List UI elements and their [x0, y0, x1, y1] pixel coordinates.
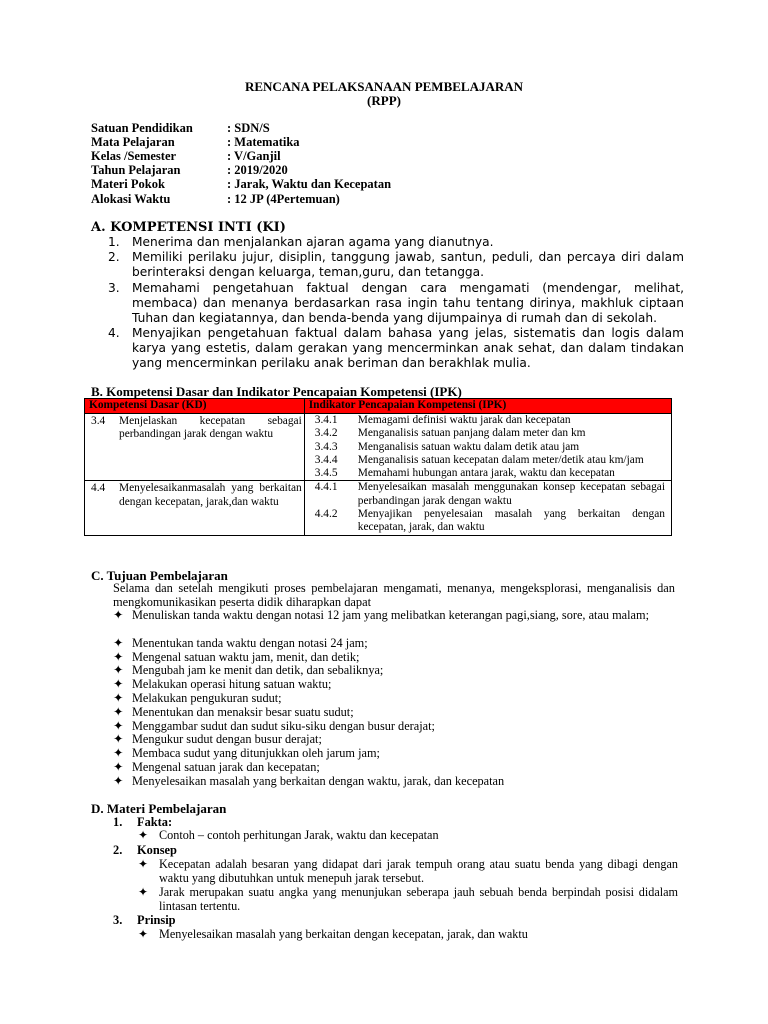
ipk-number: 4.4.1: [314, 481, 338, 494]
four-pointed-star-icon: ✦: [113, 636, 124, 650]
ipk-number: 3.4.3: [314, 440, 338, 453]
materi-label: Konsep: [137, 843, 177, 857]
identity-label: Materi Pokok: [91, 177, 165, 191]
materi-label: Prinsip: [137, 913, 176, 927]
section-heading-tujuan: C. Tujuan Pembelajaran: [91, 568, 228, 583]
table-header-kd: Kompetensi Dasar (KD): [85, 399, 305, 414]
list-item-text: Menggambar sudut dan sudut siku-siku dengan busur derajat;: [132, 719, 435, 733]
four-pointed-star-icon: ✦: [113, 608, 124, 622]
ki-text: Menerima dan menjalankan ajaran agama yang dianutnya.: [132, 235, 494, 249]
identity-value: : 12 JP (4Pertemuan): [227, 192, 340, 206]
four-pointed-star-icon: ✦: [138, 885, 149, 899]
materi-number: 2.: [113, 843, 123, 857]
ipk-text: Menyelesaikan masalah menggunakan konsep kecepatan sebagai perbandingan jarak dengan waktu: [357, 481, 665, 507]
four-pointed-star-icon: ✦: [113, 719, 124, 733]
list-item-text: Menuliskan tanda waktu dengan notasi 12 jam yang melibatkan keterangan pagi,siang, sore, atau malam;: [132, 608, 649, 622]
list-item-text: Mengenal satuan jarak dan kecepatan;: [132, 760, 320, 774]
identity-label: Alokasi Waktu: [91, 192, 171, 206]
identity-value: : Matematika: [227, 135, 300, 149]
identity-label: Kelas /Semester: [91, 149, 177, 163]
four-pointed-star-icon: ✦: [113, 746, 124, 760]
ipk-item: [310, 481, 671, 508]
identity-value: : SDN/S: [227, 121, 270, 135]
document-subtitle: (RPP): [367, 93, 401, 108]
four-pointed-star-icon: ✦: [113, 663, 124, 677]
ki-text: Memiliki perilaku jujur, disiplin, tanggung jawab, santun, peduli, dan percaya diri dalam berinteraksi dengan keluarga, teman,guru, dan tetangga.: [132, 250, 684, 280]
document-title: RENCANA PELAKSANAAN PEMBELAJARAN: [244, 79, 524, 94]
ipk-item: [310, 467, 671, 480]
identity-value: : V/Ganjil: [227, 149, 281, 163]
list-item-text: Mengubah jam ke menit dan detik, dan sebaliknya;: [132, 663, 384, 677]
section-heading-materi: D. Materi Pembelajaran: [91, 801, 227, 816]
ki-number: 1.: [108, 235, 120, 249]
ki-number: 2.: [108, 250, 120, 264]
kd-cell: [85, 481, 305, 535]
ipk-number: 4.4.2: [314, 508, 338, 521]
ipk-cell: [304, 481, 671, 535]
table-header-row: [85, 399, 672, 414]
section-heading-kd: B. Kompetensi Dasar dan Indikator Pencapaian Kompetensi (IPK): [91, 384, 462, 399]
ipk-item: [310, 427, 671, 440]
kd-ipk-table: [84, 398, 672, 536]
ipk-item: [310, 508, 671, 535]
list-item-text: Mengukur sudut dengan busur derajat;: [132, 732, 322, 746]
ipk-item: [310, 441, 671, 454]
four-pointed-star-icon: ✦: [113, 732, 124, 746]
four-pointed-star-icon: ✦: [113, 774, 124, 788]
ki-text: Memahami pengetahuan faktual dengan cara mengamati (mendengar, melihat, membaca) dan menanya berdasarkan rasa ingin tahu tentang dirinya, makhluk ciptaan Tuhan dan kegiatannya, dan benda-benda yang dijumpainya di rumah dan di sekolah.: [132, 281, 684, 326]
four-pointed-star-icon: ✦: [138, 927, 149, 941]
four-pointed-star-icon: ✦: [138, 857, 149, 871]
ki-number: 4.: [108, 326, 120, 340]
list-item-text: Mengenal satuan waktu jam, menit, dan detik;: [132, 650, 360, 664]
ipk-text: Memahami hubungan antara jarak, waktu dan kecepatan: [357, 467, 615, 480]
kd-cell: [85, 414, 305, 481]
list-item-text: Melakukan operasi hitung satuan waktu;: [132, 677, 332, 691]
four-pointed-star-icon: ✦: [113, 705, 124, 719]
ipk-item: [310, 454, 671, 467]
kd-text: Menyelesaikanmasalah yang berkaitan dengan kecepatan, jarak,dan waktu: [119, 482, 302, 508]
list-item-text: Contoh – contoh perhitungan Jarak, waktu dan kecepatan: [159, 828, 439, 842]
ipk-number: 3.4.5: [314, 467, 338, 480]
list-item-text: Kecepatan adalah besaran yang didapat dari jarak tempuh orang atau suatu benda yang dibagi dengan waktu yang dibutuhkan untuk menepuh jarak tersebut.: [159, 857, 678, 885]
ki-number: 3.: [108, 281, 120, 295]
ipk-item: [310, 414, 671, 427]
kd-number: 3.4: [91, 415, 106, 427]
four-pointed-star-icon: ✦: [113, 691, 124, 705]
section-heading-ki: A. KOMPETENSI INTI (KI): [91, 220, 286, 235]
ipk-number: 3.4.4: [314, 453, 338, 466]
list-item-text: Jarak merupakan suatu angka yang menunjukan seberapa jauh sebuah benda berpindah posisi didalam lintasan tertentu.: [159, 885, 678, 913]
kd-text: Menjelaskan kecepatan sebagai perbandingan jarak dengan waktu: [119, 415, 302, 441]
four-pointed-star-icon: ✦: [113, 760, 124, 774]
ipk-cell: [304, 414, 671, 481]
ipk-text: Menyajikan penyelesaian masalah yang berkaitan dengan kecepatan, jarak, dan waktu: [357, 508, 665, 534]
table-row: [85, 414, 672, 481]
tujuan-intro: Selama dan setelah mengikuti proses pembelajaran mengamati, menanya, mengeksplorasi, menganalisis dan mengkomunikasikan peserta didik diharapkan dapat: [113, 581, 675, 609]
four-pointed-star-icon: ✦: [138, 828, 149, 842]
identity-label: Mata Pelajaran: [91, 135, 175, 149]
list-item-text: Membaca sudut yang ditunjukkan oleh jarum jam;: [132, 746, 380, 760]
ipk-text: Memagami definisi waktu jarak dan kecepatan: [357, 414, 571, 426]
ipk-number: 3.4.1: [314, 414, 338, 426]
list-item-text: Melakukan pengukuran sudut;: [132, 691, 282, 705]
list-item-text: Menyelesaikan masalah yang berkaitan dengan kecepatan, jarak, dan waktu: [159, 927, 528, 941]
four-pointed-star-icon: ✦: [113, 650, 124, 664]
list-item-text: Menyelesaikan masalah yang berkaitan dengan waktu, jarak, dan kecepatan: [132, 774, 505, 788]
materi-number: 1.: [113, 815, 123, 829]
identity-value: : 2019/2020: [227, 163, 288, 177]
identity-value: : Jarak, Waktu dan Kecepatan: [227, 177, 392, 191]
ipk-text: Menganalisis satuan panjang dalam meter dan km: [357, 427, 586, 440]
ki-text: Menyajikan pengetahuan faktual dalam bahasa yang jelas, sistematis dan logis dalam karya yang estetis, dalam gerakan yang mencerminkan anak sehat, dan dalam tindakan yang mencerminkan perilaku anak beriman dan berakhlak mulia.: [132, 326, 684, 371]
table-header-ipk: Indikator Pencapaian Kompetensi (IPK): [304, 399, 671, 414]
kd-number: 4.4: [91, 482, 106, 495]
identity-label: Tahun Pelajaran: [91, 163, 181, 177]
table-row: [85, 481, 672, 535]
ipk-text: Menganalisis satuan kecepatan dalam meter/detik atau km/jam: [357, 453, 644, 466]
identity-label: Satuan Pendidikan: [91, 121, 193, 135]
list-item-text: Menentukan tanda waktu dengan notasi 24 jam;: [132, 636, 368, 650]
ipk-text: Menganalisis satuan waktu dalam detik atau jam: [357, 440, 580, 453]
materi-number: 3.: [113, 913, 123, 927]
four-pointed-star-icon: ✦: [113, 677, 124, 691]
materi-label: Fakta:: [137, 815, 173, 829]
ipk-number: 3.4.2: [314, 427, 338, 440]
list-item-text: Menentukan dan menaksir besar suatu sudut;: [132, 705, 354, 719]
